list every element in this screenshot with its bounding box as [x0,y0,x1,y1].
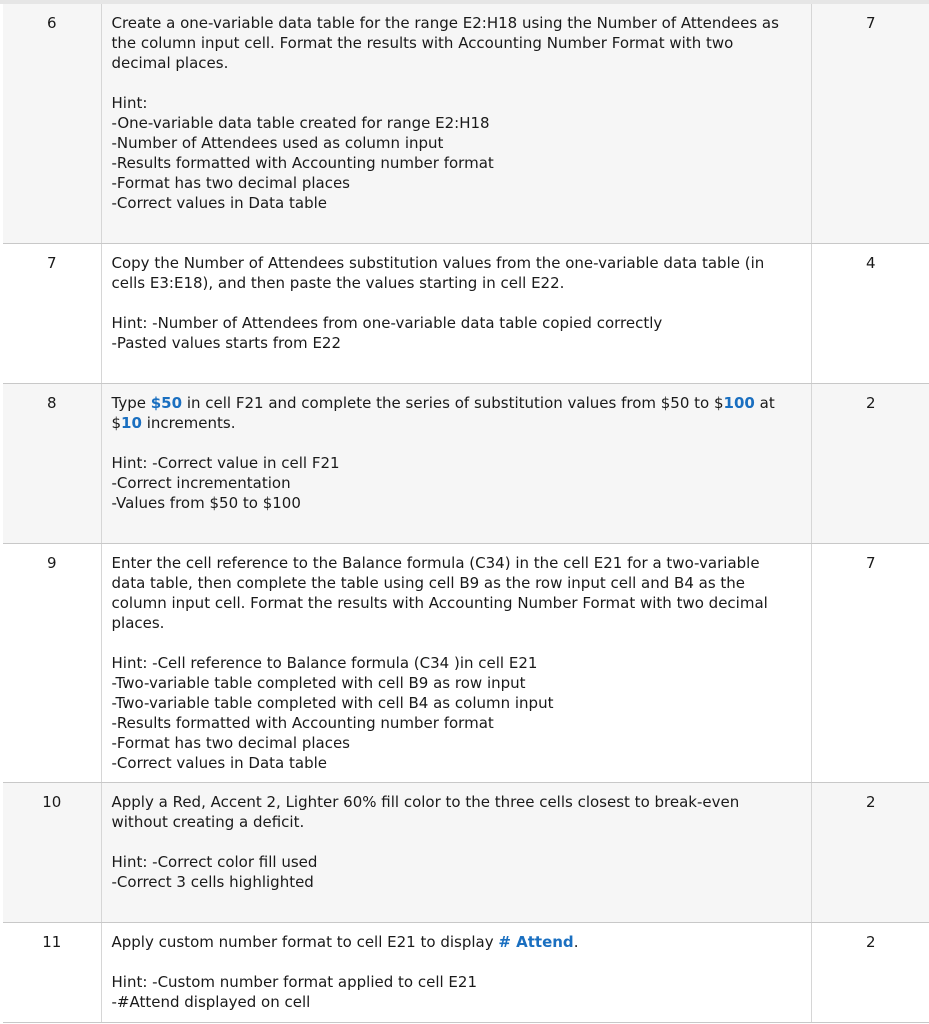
hint-line: -Results formatted with Accounting number format [111,713,494,732]
highlight-value: 100 [723,393,755,412]
step-description [101,782,811,922]
hint-line: -Values from $50 to $100 [111,493,301,512]
hint-line: -Two-variable table completed with cell B4 as column input [111,693,554,712]
hint-line: -Format has two decimal places [111,174,350,192]
step-number: 9 [3,543,101,782]
table-row [3,922,929,1022]
step-instruction: Copy the Number of Attendees substitution values from the one-variable data table (in cells E3:E18), and then paste the values starting in cell E22. [111,253,765,292]
hint-line: -Correct incrementation [111,473,291,492]
step-description [101,543,811,782]
table-row [3,4,929,243]
table-row [3,383,929,543]
hint-line: -Correct values in Data table [111,194,328,212]
step-number: 6 [3,4,101,243]
hint-line: Hint: -Custom number format applied to cell E21 [111,972,477,991]
step-instruction: Apply a Red, Accent 2, Lighter 60% fill color to the three cells closest to break-even without creating a deficit. [111,792,740,831]
step-number: 11 [3,922,101,1022]
instruction-text: in cell F21 and complete the series of substitution values from $50 to $ [182,393,724,412]
step-instruction: Enter the cell reference to the Balance formula (C34) in the cell E21 for a two-variable data table, then complete the table using cell B9 as the row input cell and B4 as the column input cell. Format the results with Accounting Number Format with two decimal places. [111,553,768,632]
highlight-value: 10 [121,413,142,432]
step-description [101,243,811,383]
step-points: 4 [811,243,929,383]
step-description [101,383,811,543]
hint-line: -Pasted values starts from E22 [111,333,342,352]
hint-line: -Two-variable table completed with cell B9 as row input [111,673,526,692]
step-instruction [112,932,793,952]
hint-line: Hint: -Cell reference to Balance formula (C34 )in cell E21 [111,653,538,672]
step-points: 7 [811,543,929,782]
hint-line: Hint: [111,94,148,112]
step-instruction [112,393,793,433]
hint-line: -Results formatted with Accounting number format [111,154,494,172]
step-points: 2 [811,782,929,922]
table-row [3,543,929,782]
step-number: 7 [3,243,101,383]
table-row [3,243,929,383]
step-points: 2 [811,383,929,543]
step-description [101,4,811,243]
hint-line: -Correct 3 cells highlighted [111,872,314,891]
hint-line: Hint: -Correct value in cell F21 [111,453,340,472]
step-points: 7 [811,4,929,243]
task-table [3,4,929,1023]
table-row [3,782,929,922]
instruction-text: Apply custom number format to cell E21 to display [111,932,499,951]
hint-line: Hint: -Correct color fill used [111,852,318,871]
hint-line: -Correct values in Data table [111,753,328,772]
instruction-text: at $ [111,393,775,432]
instruction-text: Type [111,393,151,412]
hint-line: -One-variable data table created for range E2:H18 [111,114,490,132]
instruction-text: increments. [141,413,236,432]
highlight-value: # Attend [498,932,574,951]
hint-line: -#Attend displayed on cell [111,992,311,1011]
highlight-value: $50 [150,393,183,412]
step-points: 2 [811,922,929,1022]
hint-line: -Number of Attendees used as column input [111,134,444,152]
step-instruction: Create a one-variable data table for the range E2:H18 using the Number of Attendees as the column input cell. Format the results with Accounting Number Format with two decimal places. [111,14,779,72]
step-number: 10 [3,782,101,922]
step-number: 8 [3,383,101,543]
instruction-text: . [573,932,579,951]
hint-line: -Format has two decimal places [111,733,350,752]
hint-line: Hint: -Number of Attendees from one-variable data table copied correctly [111,313,663,332]
step-description [101,922,811,1022]
